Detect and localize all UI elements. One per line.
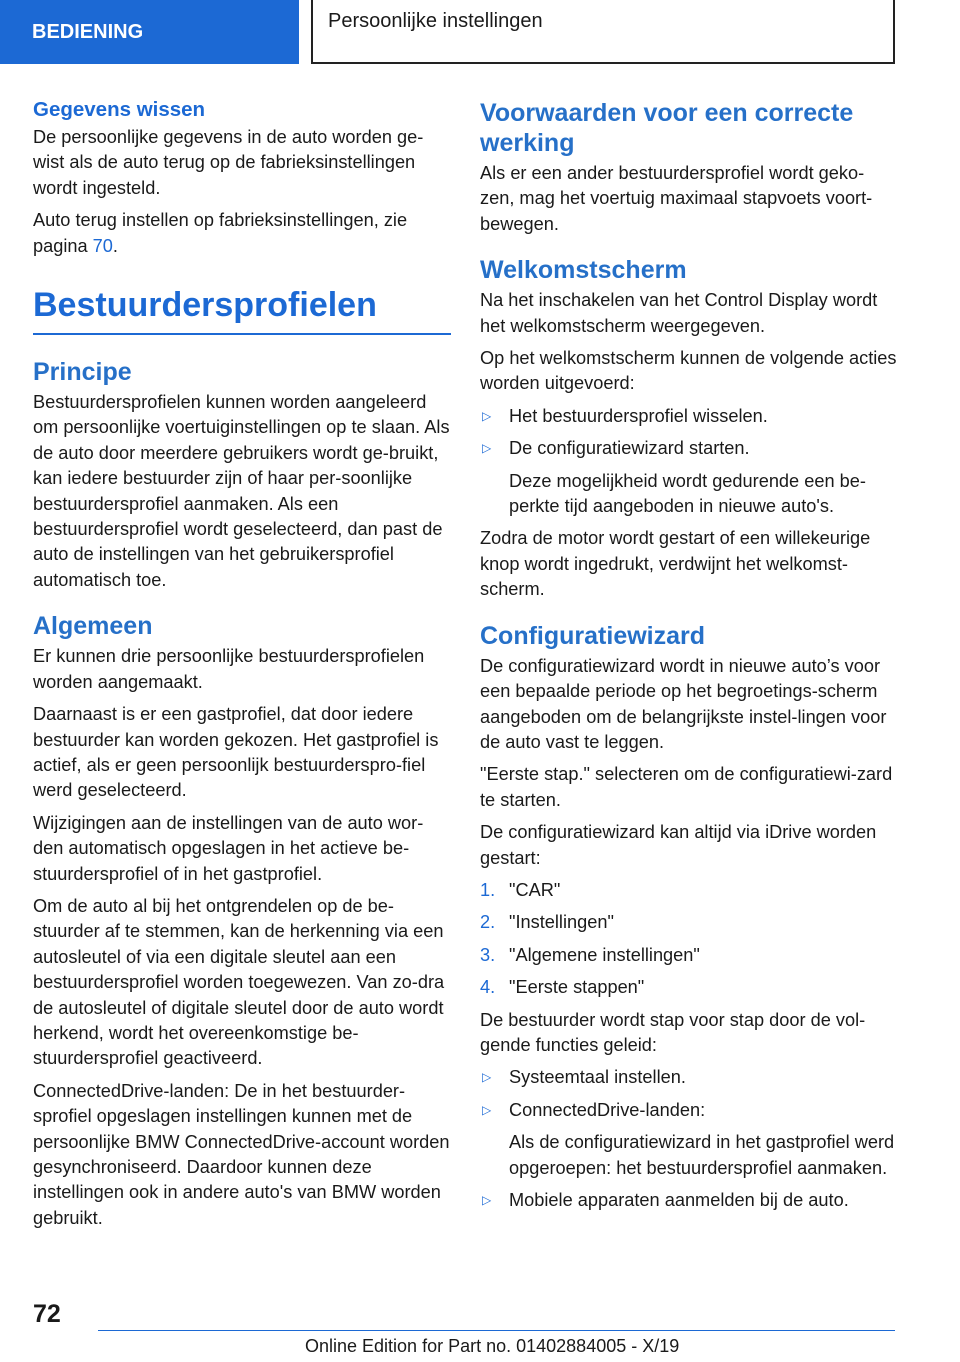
chapter-label: Persoonlijke instellingen bbox=[328, 10, 543, 32]
paragraph: ConnectedDrive-landen: De in het bestuurder‐sprofiel opgeslagen instellingen kunnen met de persoonlijke BMW ConnectedDrive-account worden gesynchroniseerd. Daardoor kunnen deze instellingen ook in andere auto's van BMW worden gebruikt. bbox=[33, 1080, 450, 1228]
step-item bbox=[480, 878, 898, 903]
step-list bbox=[480, 878, 898, 1001]
step-item bbox=[480, 910, 898, 935]
list-item-note: Als de configuratiewizard in het gastprofiel werd opgeroepen: het bestuurdersprofiel aanmaken. bbox=[509, 1132, 895, 1178]
step-text: "Eerste stappen" bbox=[509, 977, 645, 998]
triangle-right-icon: ▷ bbox=[482, 1070, 492, 1085]
step-text: "Algemene instellingen" bbox=[509, 944, 700, 965]
left-column bbox=[33, 98, 451, 1249]
triangle-right-icon: ▷ bbox=[482, 1193, 492, 1207]
list-item-text: Het bestuurdersprofiel wisselen. bbox=[509, 405, 768, 426]
section-tab bbox=[0, 0, 299, 64]
paragraph: Om de auto al bij het ontgrendelen op de be‐stuurder af te stemmen, kan de herkenning via een autosleutel of via een digitale sleutel aan een bestuurdersprofiel worden toegewezen. Van zo‐dra de autosleutel of digitale sleutel door de auto wordt herkend, wordt het overeenkomstige be‐stuurdersprofiel geactiveerd. bbox=[33, 895, 445, 1069]
triangle-right-icon: ▷ bbox=[482, 408, 492, 423]
list-item bbox=[480, 1098, 898, 1123]
triangle-right-icon: ▷ bbox=[482, 1102, 492, 1117]
list-item bbox=[480, 1188, 898, 1213]
heading-algemeen: Algemeen bbox=[33, 612, 153, 641]
paragraph: Zodra de motor wordt gestart of een willekeurige knop wordt ingedrukt, verdwijnt het welkomst‐scherm. bbox=[480, 528, 871, 600]
list-item-text: Systeemtaal instellen. bbox=[509, 1067, 686, 1088]
footer-divider bbox=[98, 1330, 895, 1331]
section-voorwaarden bbox=[480, 98, 898, 237]
step-number: 1. bbox=[480, 879, 496, 900]
list-item bbox=[480, 404, 898, 429]
list-item-note: Deze mogelijkheid wordt gedurende een be‐perkte tijd aangeboden in nieuwe auto's. bbox=[509, 470, 866, 517]
list-item-text: ConnectedDrive-landen: bbox=[509, 1099, 706, 1120]
paragraph: Als er een ander bestuurdersprofiel wordt geko‐zen, mag het voertuig maximaal stapvoets voort‐bewegen. bbox=[480, 163, 873, 234]
section-welkomstscherm bbox=[480, 255, 898, 602]
paragraph: "Eerste stap." selecteren om de configuratiewi‐zard te starten. bbox=[480, 764, 893, 810]
paragraph-text: Auto terug instellen op fabrieksinstellingen, zie pagina bbox=[33, 210, 408, 256]
step-text: "Instellingen" bbox=[509, 912, 614, 933]
paragraph: Wijzigingen aan de instellingen van de auto wor‐den automatisch opgeslagen in het actieve be‐stuurdersprofiel of in het gastprofiel. bbox=[33, 812, 424, 884]
footer-edition: Online Edition for Part no. 01402884005 - X/19 bbox=[305, 1336, 680, 1356]
bullet-list bbox=[480, 1188, 898, 1213]
paragraph: De persoonlijke gegevens in de auto worden ge‐wist als de auto terug op de fabrieksinstellingen wordt ingesteld. bbox=[33, 127, 424, 198]
section-algemeen bbox=[33, 611, 451, 1231]
list-item-text: Mobiele apparaten aanmelden bij de auto. bbox=[509, 1190, 849, 1210]
heading-configuratiewizard: Configuratiewizard bbox=[480, 621, 706, 650]
section-principe bbox=[33, 357, 451, 593]
step-item bbox=[480, 943, 898, 968]
bullet-list bbox=[480, 1065, 898, 1123]
heading-gegevens-wissen: Gegevens wissen bbox=[33, 98, 206, 121]
step-number: 4. bbox=[480, 977, 496, 998]
step-number: 3. bbox=[480, 944, 496, 965]
paragraph: Er kunnen drie persoonlijke bestuurdersprofielen worden aangemaakt. bbox=[33, 646, 425, 692]
paragraph-end: . bbox=[112, 235, 118, 256]
section-label: BEDIENING bbox=[32, 21, 144, 43]
paragraph: Daarnaast is er een gastprofiel, dat door iedere bestuurder kan worden gekozen. Het gastprofiel is actief, als er geen persoonlijk bestuurderspro‐fiel werd geselecteerd. bbox=[33, 704, 439, 801]
paragraph: De configuratiewizard kan altijd via iDrive worden gestart: bbox=[480, 822, 877, 868]
heading-principe: Principe bbox=[33, 358, 132, 387]
paragraph: Na het inschakelen van het Control Display wordt het welkomstscherm weergegeven. bbox=[480, 290, 878, 336]
list-item bbox=[480, 1065, 898, 1090]
section-gegevens-wissen bbox=[33, 98, 451, 259]
paragraph: Bestuurdersprofielen kunnen worden aangeleerd om persoonlijke voertuiginstellingen op te slaan. Als de auto door meerdere gebruikers wordt ge‐bruikt, kan iedere bestuurder zijn of haar per‐soonlijke bestuurdersprofiel aanmaken. Als een bestuurdersprofiel wordt geselecteerd, dan past de auto de instellingen van het gebruikersprofiel automatisch toe. bbox=[33, 392, 450, 590]
paragraph: De bestuurder wordt stap voor stap door de vol‐gende functies geleid: bbox=[480, 1009, 866, 1055]
right-column bbox=[480, 98, 898, 1231]
paragraph: Op het welkomstscherm kunnen de volgende acties worden uitgevoerd: bbox=[480, 348, 897, 394]
paragraph-with-link bbox=[33, 208, 451, 259]
bullet-list bbox=[480, 404, 898, 462]
chapter-tab bbox=[311, 0, 895, 64]
list-item bbox=[480, 436, 898, 461]
page-number: 72 bbox=[33, 1300, 61, 1328]
triangle-right-icon: ▷ bbox=[482, 441, 492, 456]
chapter-title: Bestuurdersprofielen bbox=[33, 283, 451, 335]
step-text: "CAR" bbox=[509, 879, 561, 900]
section-configuratiewizard bbox=[480, 621, 898, 1214]
paragraph: De configuratiewizard wordt in nieuwe auto’s voor een bepaalde periode op het begroetings‐scherm aangeboden om de belangrijkste instel‐lingen voor de auto vast te leggen. bbox=[480, 655, 887, 752]
heading-welkomstscherm: Welkomstscherm bbox=[480, 256, 687, 285]
step-item bbox=[480, 975, 898, 1000]
page-link[interactable]: 70 bbox=[92, 235, 113, 256]
heading-voorwaarden: Voorwaarden voor een correcte werking bbox=[480, 99, 854, 157]
step-number: 2. bbox=[480, 912, 496, 933]
list-item-text: De configuratiewizard starten. bbox=[509, 438, 750, 459]
